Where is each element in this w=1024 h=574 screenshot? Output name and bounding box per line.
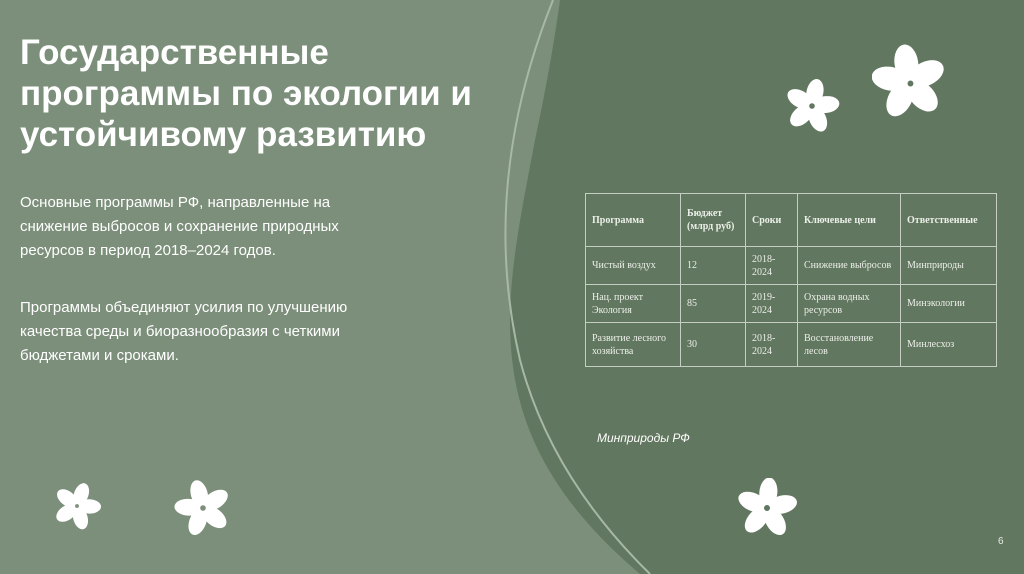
flower-icon — [784, 78, 840, 134]
header-budget: Бюджет (млрд руб) — [681, 194, 746, 247]
cell-dates: 2018-2024 — [746, 323, 798, 367]
cell-goals: Снижение выбросов — [798, 247, 901, 285]
flower-icon — [872, 44, 946, 120]
cell-program: Развитие лесного хозяйства — [586, 323, 681, 367]
cell-budget: 30 — [681, 323, 746, 367]
table-row — [586, 323, 997, 367]
flower-icon — [173, 480, 233, 536]
flower-icon — [52, 482, 102, 530]
summary-paragraph: Программы объединяют усилия по улучшению качества среды и биоразнообразия с четкими бюджетами и сроками. — [20, 299, 348, 364]
cell-responsible: Минлесхоз — [901, 323, 997, 367]
cell-dates: 2019-2024 — [746, 285, 798, 323]
table-row — [586, 247, 997, 285]
slide-title: Государственные программы по экологии и устойчивому развитию — [20, 33, 472, 154]
programs-table — [585, 193, 997, 367]
intro-paragraph: Основные программы РФ, направленные на снижение выбросов и сохранение природных ресурсов в период 2018–2024 годов. — [20, 194, 339, 259]
cell-responsible: Минэкологии — [901, 285, 997, 323]
cell-budget: 85 — [681, 285, 746, 323]
header-program: Программа — [586, 194, 681, 247]
cell-goals: Охрана водных ресурсов — [798, 285, 901, 323]
cell-responsible: Минприроды — [901, 247, 997, 285]
flower-icon — [736, 478, 798, 538]
cell-budget: 12 — [681, 247, 746, 285]
header-responsible: Ответственные — [901, 194, 997, 247]
header-goals: Ключевые цели — [798, 194, 901, 247]
cell-program: Нац. проект Экология — [586, 285, 681, 323]
table-row — [586, 285, 997, 323]
table-header-row — [586, 194, 997, 247]
header-dates: Сроки — [746, 194, 798, 247]
cell-program: Чистый воздух — [586, 247, 681, 285]
source-caption: Минприроды РФ — [597, 431, 690, 445]
page-number: 6 — [998, 536, 1004, 547]
cell-goals: Восстановление лесов — [798, 323, 901, 367]
cell-dates: 2018-2024 — [746, 247, 798, 285]
